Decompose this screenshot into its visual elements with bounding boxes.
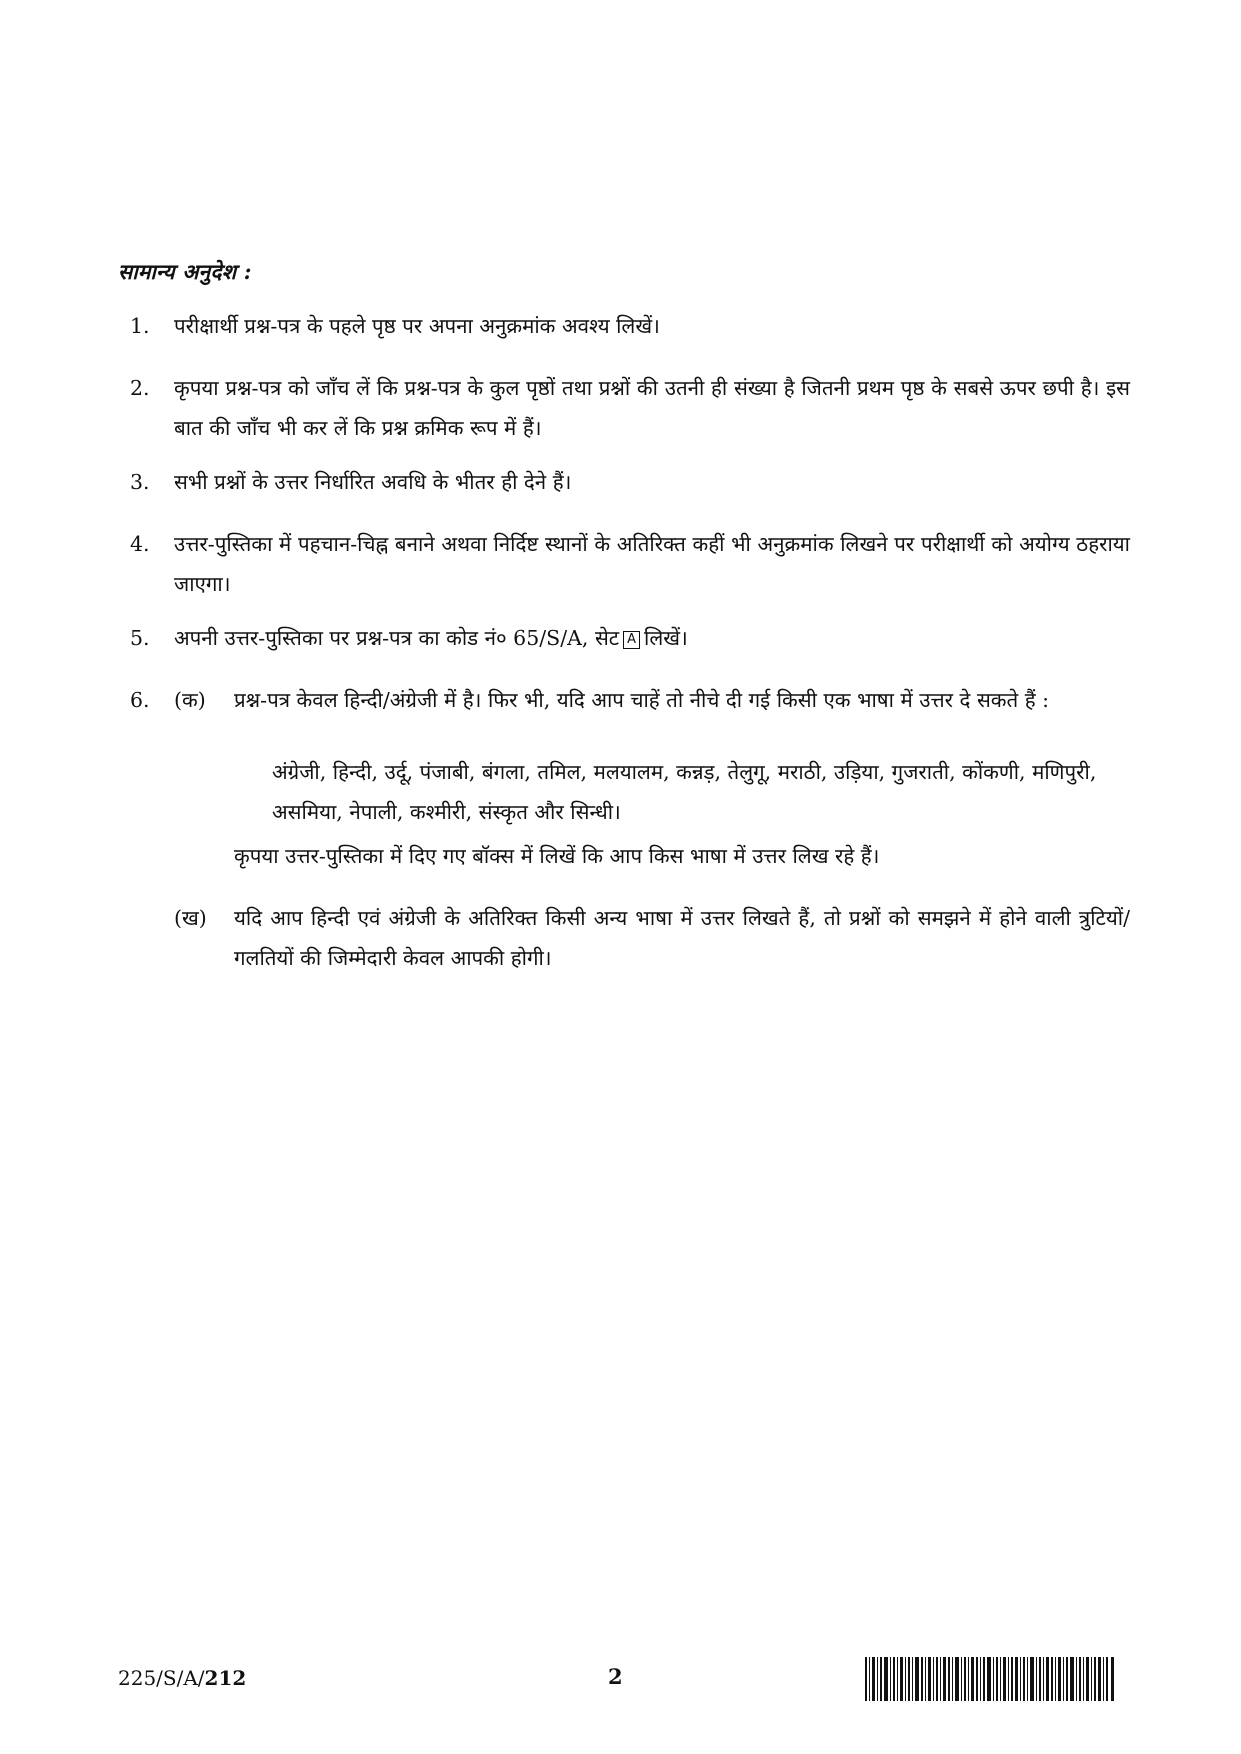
item-text: उत्तर-पुस्तिका में पहचान-चिह्न बनाने अथवा निर्दिष्ट स्थानों के अतिरिक्त कहीं भी अनुक्रमांक लिखने पर परीक्षार्थी को अयोग्य ठहराया जाएगा। — [174, 532, 1130, 596]
item-number: 1. — [130, 314, 150, 338]
sub-item-text-kha: यदि आप हिन्दी एवं अंग्रेजी के अतिरिक्त किसी अन्य भाषा में उत्तर लिखते हैं, तो प्रश्नों को समझने में होने वाली त्रुटियों/गलतियों की जिम्मेदारी केवल आपकी होगी। — [234, 906, 1130, 970]
language-box-note: कृपया उत्तर-पुस्तिका में दिए गए बॉक्स में लिखें कि आप किस भाषा में उत्तर लिख रहे हैं। — [234, 844, 880, 868]
paper-code-prefix: 225/S/A/ — [118, 1666, 205, 1690]
paper-code-number: 212 — [204, 1666, 247, 1690]
barcode-icon — [865, 1657, 1115, 1701]
sub-item-text-ka: प्रश्न-पत्र केवल हिन्दी/अंग्रेजी में है। फिर भी, यदि आप चाहें तो नीचे दी गई किसी एक भाषा में उत्तर दे सकते हैं : — [234, 688, 1050, 712]
instructions-heading: सामान्य अनुदेश : — [118, 259, 252, 284]
sub-item-label-ka: (क) — [174, 688, 206, 712]
item-text-after: लिखें। — [644, 626, 688, 650]
item-number: 2. — [130, 376, 150, 400]
item-text: परीक्षार्थी प्रश्न-पत्र के पहले पृष्ठ पर अपना अनुक्रमांक अवश्य लिखें। — [174, 314, 660, 338]
sub-item-label-kha: (ख) — [174, 906, 207, 930]
item-text: सभी प्रश्नों के उत्तर निर्धारित अवधि के भीतर ही देने हैं। — [174, 470, 572, 494]
set-box: A — [623, 631, 640, 649]
item-number: 3. — [130, 470, 150, 494]
item-number: 4. — [130, 532, 150, 556]
item-number: 5. — [130, 626, 150, 650]
item-text-before: अपनी उत्तर-पुस्तिका पर प्रश्न-पत्र का कोड नं० 65/S/A, सेट — [174, 626, 620, 650]
item-text — [174, 618, 1130, 658]
item-text: कृपया प्रश्न-पत्र को जाँच लें कि प्रश्न-पत्र के कुल पृष्ठों तथा प्रश्नों की उतनी ही संख्या है जितनी प्रथम पृष्ठ के सबसे ऊपर छपी है। इस बात की जाँच भी कर लें कि प्रश्न क्रमिक रूप में हैं। — [174, 376, 1130, 440]
item-number: 6. — [130, 688, 150, 712]
languages-list: अंग्रेजी, हिन्दी, उर्दू, पंजाबी, बंगला, तमिल, मलयालम, कन्नड़, तेलुगू, मराठी, उड़िया, गुजराती, कोंकणी, मणिपुरी, असमिया, नेपाली, कश्मीरी, संस्कृत और सिन्धी। — [272, 760, 1097, 824]
paper-code — [118, 1666, 246, 1690]
page-number: 2 — [608, 1664, 623, 1689]
